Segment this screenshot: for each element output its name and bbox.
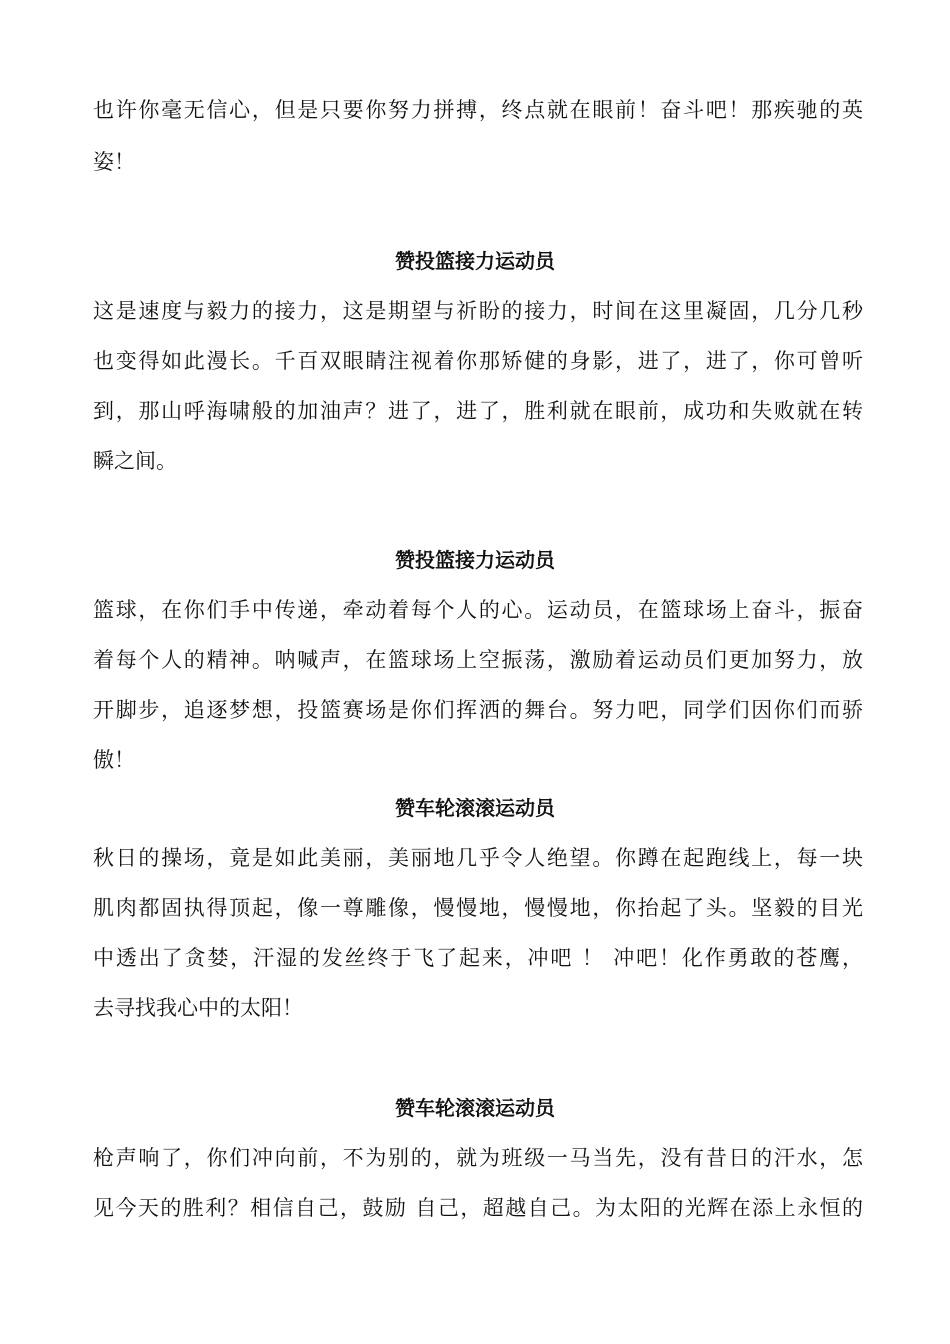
section-title: 赞车轮滚滚运动员 [395,1096,555,1120]
section-title: 赞投篮接力运动员 [395,249,555,273]
paragraph-line: 着每个人的精神。呐喊声，在篮球场上空振荡，激励着运动员们更加努力，放 [93,648,863,672]
paragraph-line: 开脚步，追逐梦想，投篮赛场是你们挥洒的舞台。努力吧，同学们因你们而骄 [93,698,863,722]
paragraph-line: 瞬之间。 [93,449,177,473]
section-title: 赞投篮接力运动员 [395,548,555,572]
section-title: 赞车轮滚滚运动员 [395,796,555,820]
paragraph-line: 姿！ [93,150,135,174]
paragraph-line: 到，那山呼海啸般的加油声？进了，进了，胜利就在眼前，成功和失败就在转 [93,399,863,423]
paragraph-line: 枪声响了，你们冲向前，不为别的，就为班级一马当先，没有昔日的汗水，怎 [93,1146,863,1170]
paragraph-line: 也变得如此漫长。千百双眼睛注视着你那矫健的身影，进了，进了，你可曾听 [93,349,863,373]
paragraph-line: 去寻找我心中的太阳！ [93,996,303,1020]
paragraph-line: 秋日的操场，竟是如此美丽，美丽地几乎令人绝望。你蹲在起跑线上，每一块 [93,846,863,870]
paragraph-line: 也许你毫无信心，但是只要你努力拼搏，终点就在眼前！奋斗吧！那疾驰的英 [93,98,863,122]
paragraph-line: 这是速度与毅力的接力，这是期望与祈盼的接力，时间在这里凝固，几分几秒 [93,299,863,323]
paragraph-line: 肌肉都固执得顶起，像一尊雕像，慢慢地，慢慢地，你抬起了头。坚毅的目光 [93,896,863,920]
paragraph-line: 中透出了贪婪，汗湿的发丝终于飞了起来，冲吧 ！ 冲吧！化作勇敢的苍鹰， [93,946,863,970]
paragraph-line: 傲！ [93,748,135,772]
paragraph-line: 篮球，在你们手中传递，牵动着每个人的心。运动员，在篮球场上奋斗，振奋 [93,598,863,622]
paragraph-line: 见今天的胜利？相信自己，鼓励 自己，超越自己。为太阳的光辉在添上永恒的 [93,1196,863,1220]
